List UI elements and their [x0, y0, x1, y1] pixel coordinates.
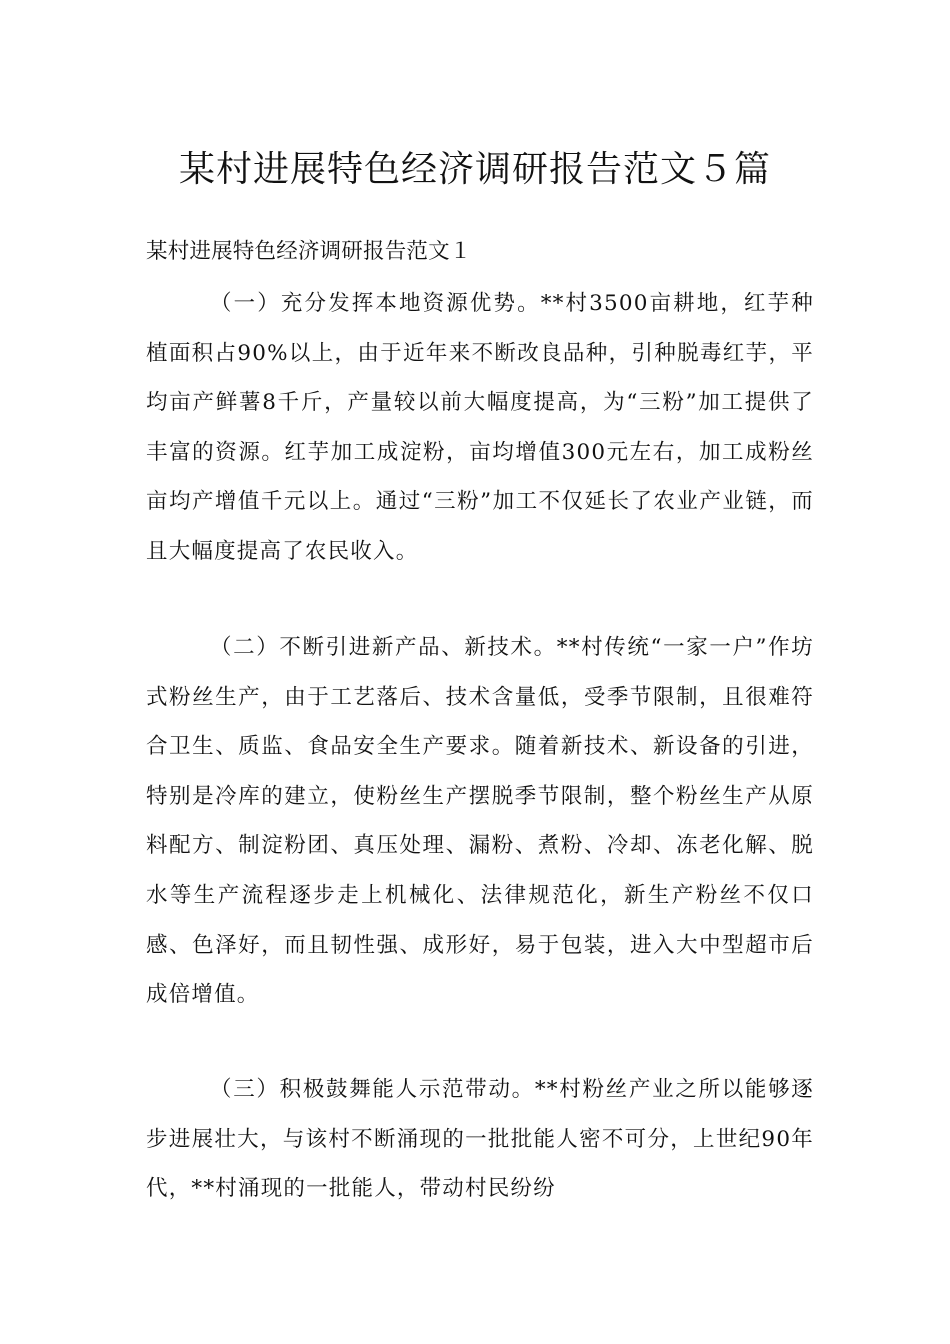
section-heading: 某村进展特色经济调研报告范文１: [146, 239, 472, 264]
paragraph-capable-people: （三）积极鼓舞能人示范带动。**村粉丝产业之所以能够逐步进展壮大，与该村不断涌现的一批批能人密不可分，上世纪90年代，**村涌现的一批能人，带动村民纷纷: [146, 1077, 814, 1202]
paragraph-new-technology: （二）不断引进新产品、新技术。**村传统“一家一户”作坊式粉丝生产，由于工艺落后、技术含量低，受季节限制，且很难符合卫生、质监、食品安全生产要求。随着新技术、新设备的引进，特别是冷库的建立，使粉丝生产摆脱季节限制，整个粉丝生产从原料配方、制淀粉团、真压处理、漏粉、煮粉、冷却、冻老化解、脱水等生产流程逐步走上机械化、法律规范化，新生产粉丝不仅口感、色泽好，而且韧性强、成形好，易于包装，进入大中型超市后成倍增值。: [146, 635, 814, 1008]
paragraph-resource-advantage: （一）充分发挥本地资源优势。**村3500亩耕地，红芋种植面积占90%以上，由于近年来不断改良品种，引种脱毒红芋，平均亩产鲜薯8千斤，产量较以前大幅度提高，为“三粉”加工提供了丰富的资源。红芋加工成淀粉，亩均增值300元左右，加工成粉丝亩均产增值千元以上。通过“三粉”加工不仅延长了农业产业链，而且大幅度提高了农民收入。: [146, 291, 814, 564]
document-title: 某村进展特色经济调研报告范文５篇: [178, 149, 771, 191]
